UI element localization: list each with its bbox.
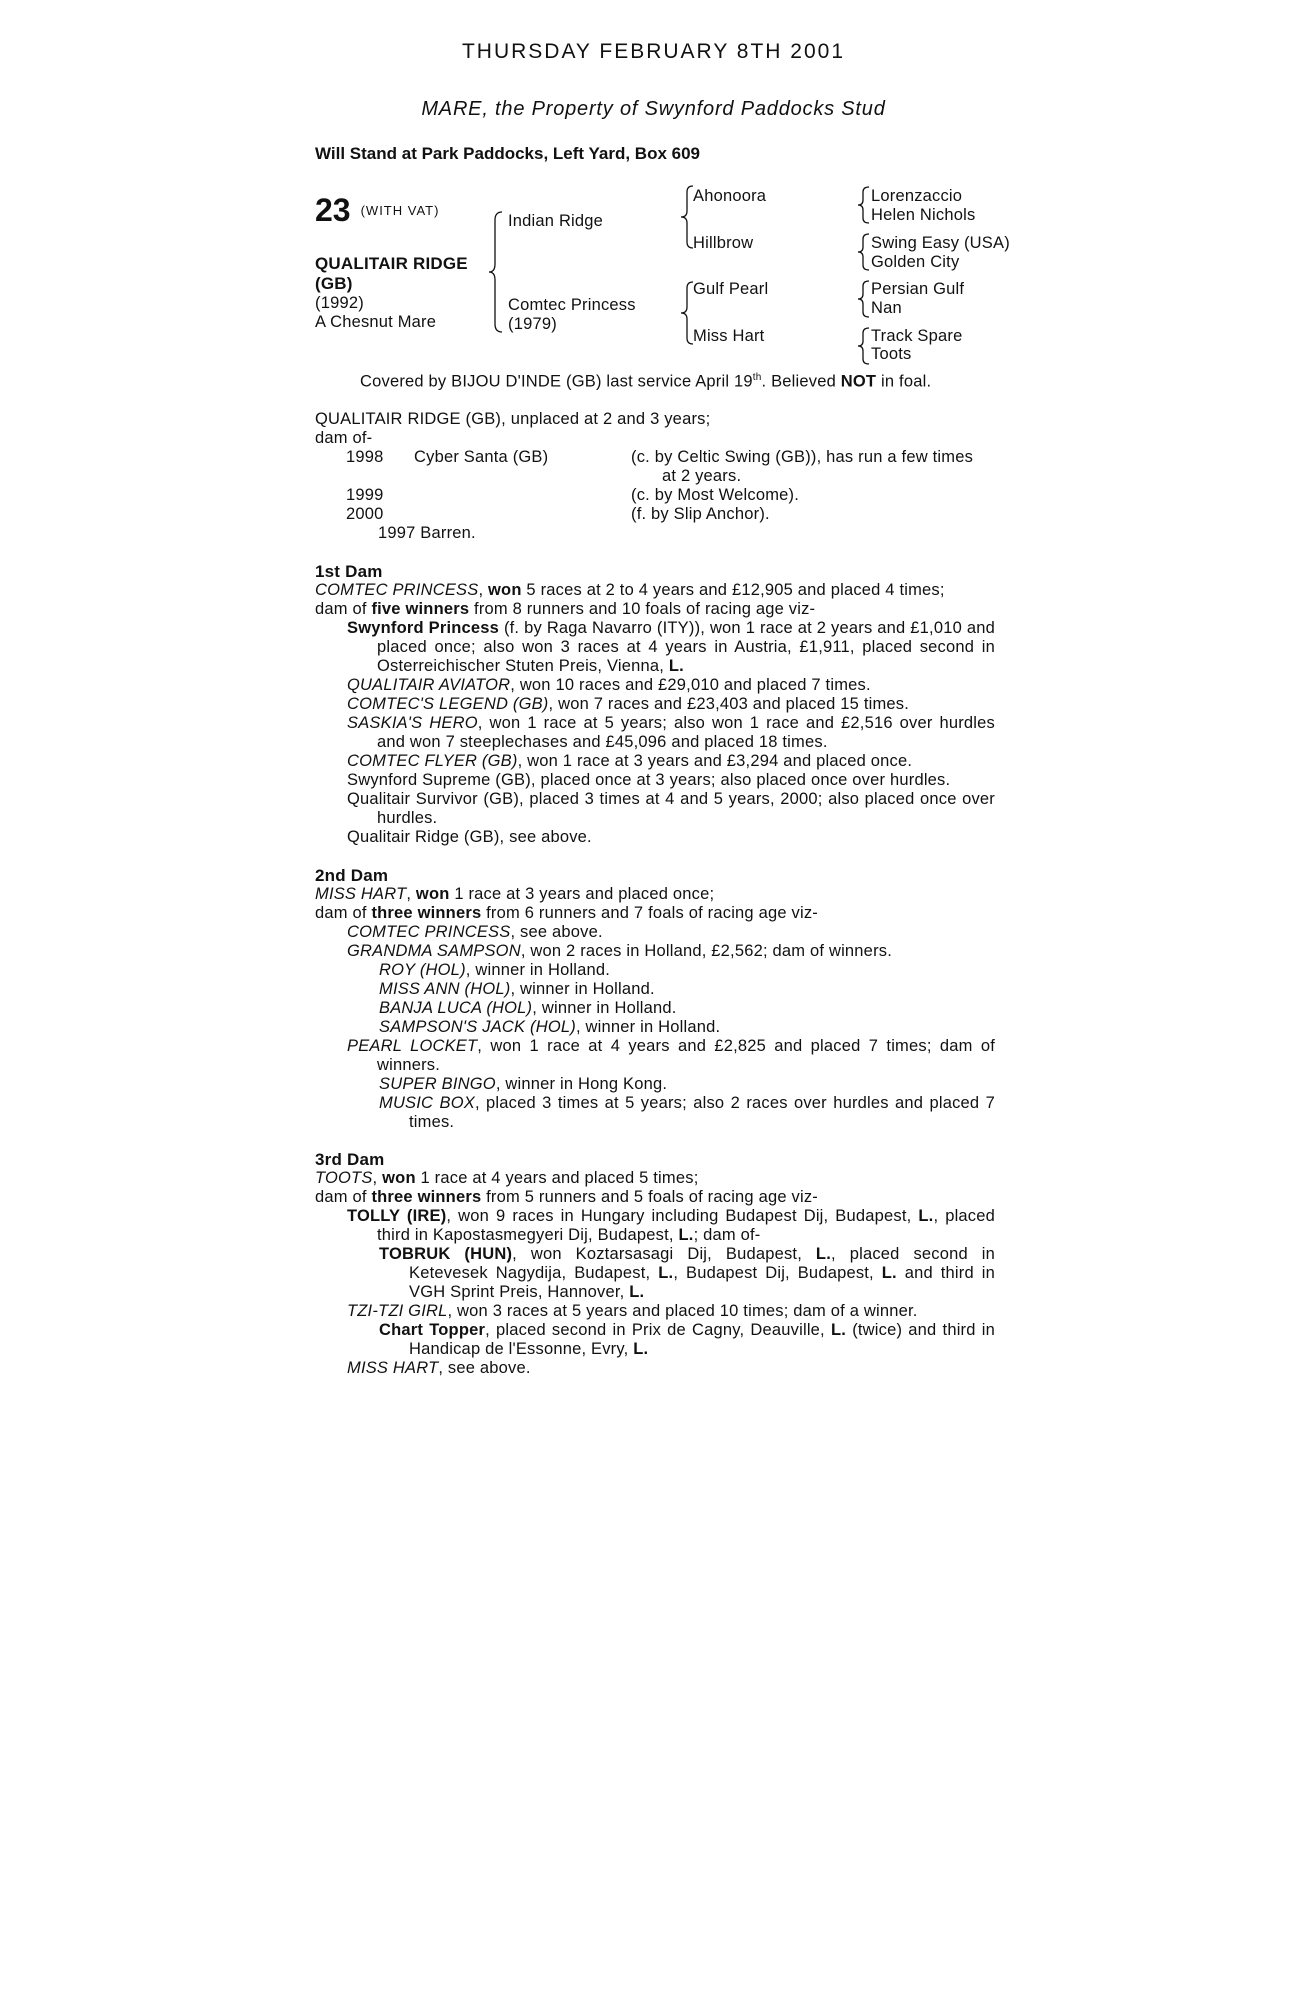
progeny-text: , placed third in Kapostasmegyeri Dij, Budapest, [377,1207,996,1244]
progeny-entry [315,619,995,676]
progeny-text: , winner in Holland. [465,961,611,979]
listed-mark: L. [830,1321,847,1339]
listed-mark: L. [815,1245,831,1263]
dam-of-post: from 6 runners and 7 foals of racing age viz- [486,904,818,922]
progeny-entry: Qualitair Survivor (GB), placed 3 times at 4 and 5 years, 2000; also placed once over hurdles. [347,790,995,827]
progeny-text: , won 1 race at 5 years; also won 1 race and £2,516 over hurdles and won 7 steeplechases and £45,096 and placed 18 times. [377,714,995,751]
pedigree-brace-g3-2 [857,233,871,271]
progeny-text: , won 10 races and £29,010 and placed 7 times. [510,676,871,694]
progeny-name: Chart Topper [379,1321,486,1339]
progeny-entry [315,1207,995,1245]
third-dam-dam-of [315,1188,995,1207]
produce-row [315,448,995,467]
listed-mark: L. [629,1283,645,1301]
progeny-name: MISS HART [347,1359,439,1377]
produce-note2: at 2 years. [662,467,742,485]
grand-progeny-entry [315,1075,995,1094]
progeny-name: SUPER BINGO [379,1075,496,1093]
first-dam-heading: 1st Dam [315,562,383,581]
produce-row-cont [315,467,995,486]
won-label: won [382,1169,416,1187]
progeny-entry [315,695,995,714]
progeny-name: TOBRUK (HUN) [379,1245,513,1263]
progeny-text: , won 3 races at 5 years and placed 10 times; dam of a winner. [447,1302,918,1320]
pedigree-g3-5: Persian Gulf [871,280,965,298]
pedigree-brace-g3-4 [857,327,871,365]
covering-text2: . Believed [761,372,836,391]
progeny-entry [315,942,995,961]
second-dam-record: MISS HART, won 1 race at 3 years and placed once; [315,885,715,903]
progeny-text: and third in VGH Sprint Preis, Hannover, [409,1264,995,1301]
covering-not: NOT [840,372,877,391]
progeny-text: , won 2 races in Holland, £2,562; dam of winners. [520,942,892,960]
won-label: won [488,581,522,599]
won-label: won [415,885,450,903]
progeny-text: , won 1 race at 4 years and £2,825 and placed 7 times; dam of winners. [377,1037,995,1074]
progeny-text: , won 9 races in Hungary including Budapest Dij, Budapest, [446,1207,912,1225]
covering-text: Covered by BIJOU D'INDE (GB) last service April 19 [360,372,753,391]
progeny-entry [315,1037,995,1075]
pedigree-g3-4: Golden City [871,253,960,271]
progeny-text: , won 1 race at 3 years and £3,294 and placed once. [517,752,913,770]
progeny-text: , won 7 races and £23,403 and placed 15 times. [548,695,910,713]
stand-location: Will Stand at Park Paddocks, Left Yard, Box 609 [315,144,700,163]
progeny-name: Swynford Princess [347,619,500,637]
listed-mark: L. [678,1226,694,1244]
grand-progeny-entry [315,961,995,980]
dam-of-pre: dam of [315,600,367,618]
pedigree-sire: Indian Ridge [508,212,604,230]
progeny-name: MISS ANN (HOL) [379,980,511,998]
progeny-text: , winner in Holland. [532,999,677,1017]
horse-description: A Chesnut Mare [315,313,437,331]
first-dam-section [315,562,995,847]
first-dam-record-text: 5 races at 2 to 4 years and £12,905 and placed 4 times; [526,581,945,599]
third-dam-record: TOOTS, won 1 race at 4 years and placed 5 times; [315,1169,699,1187]
progeny-text: , placed 3 times at 5 years; also 2 races over hurdles and placed 7 times. [409,1094,995,1131]
progeny-name: ROY (HOL) [379,961,466,979]
produce-barren-text: 1997 Barren. [378,524,476,542]
third-dam-heading: 3rd Dam [315,1150,385,1169]
progeny-text: , winner in Holland. [510,980,655,998]
sale-date: THURSDAY FEBRUARY 8TH 2001 [461,40,846,63]
pedigree-g3-1: Lorenzaccio [871,187,963,205]
dam-of-pre: dam of [315,904,367,922]
lot-number: 23 [315,192,351,228]
progeny-text: , placed second in Prix de Cagny, Deauville, [485,1321,825,1339]
produce-year: 1998 [346,448,384,466]
progeny-name: SAMPSON'S JACK (HOL) [379,1018,576,1036]
progeny-text: , Budapest Dij, Budapest, [673,1264,874,1282]
listed-mark: L. [881,1264,897,1282]
listed-mark: L. [633,1340,649,1358]
progeny-text: (twice) and third in Handicap de l'Essonne, Evry, [409,1321,995,1358]
produce-barren [315,524,995,543]
first-dam-record: COMTEC PRINCESS, won 5 races at 2 to 4 years and £12,905 and placed 4 times; [315,581,945,599]
produce-name: Cyber Santa (GB) [414,448,549,466]
grand-progeny-entry [315,980,995,999]
produce-row [315,486,995,505]
second-dam-record-text: 1 race at 3 years and placed once; [454,885,715,903]
covering-sup: th [752,372,762,383]
vat-note: (WITH VAT) [360,203,440,218]
progeny-name: QUALITAIR AVIATOR [347,676,511,694]
pedigree-g3-7: Track Spare [871,327,963,345]
dam-of-pre: dam of [315,1188,367,1206]
pedigree-g3-2: Helen Nichols [871,206,976,224]
dam-of-winners: three winners [371,904,482,922]
listed-mark: L. [918,1207,934,1225]
progeny-name: BANJA LUCA (HOL) [379,999,533,1017]
progeny-text: , won Koztarsasagi Dij, Budapest, [512,1245,802,1263]
pedigree-g3-6: Nan [871,299,902,317]
covering-note [360,372,931,392]
third-dam-name: TOOTS [315,1169,373,1187]
horse-year: (1992) [315,294,364,312]
pedigree-g3-3: Swing Easy (USA) [871,234,1010,252]
produce-note: (c. by Celtic Swing (GB)), has run a few times [631,448,974,466]
progeny-entry [315,923,995,942]
grand-progeny-entry [315,1094,995,1132]
pedigree-g2-3: Gulf Pearl [693,280,769,298]
produce-row [315,505,995,524]
progeny-entry: Swynford Supreme (GB), placed once at 3 years; also placed once over hurdles. [347,771,951,789]
second-dam-dam-of [315,904,995,923]
progeny-name: TZI-TZI GIRL [347,1302,448,1320]
pedigree-dam-year: (1979) [508,315,557,333]
progeny-name: TOLLY (IRE) [347,1207,447,1225]
pedigree-brace-g3-3 [857,280,871,318]
grand-progeny-entry [315,999,995,1018]
vendor-line: MARE, the Property of Swynford Paddocks Stud [421,98,886,120]
pedigree-dam: Comtec Princess [508,296,636,314]
progeny-entry [315,752,995,771]
produce-dam-of: dam of- [315,429,373,447]
progeny-name: GRANDMA SAMPSON [347,942,521,960]
dam-of-winners: three winners [371,1188,482,1206]
progeny-entry [315,676,995,695]
pedigree-brace-main [488,210,506,334]
dam-of-winners: five winners [371,600,470,618]
progeny-entry: Qualitair Ridge (GB), see above. [347,828,592,846]
produce-year: 2000 [346,505,384,523]
progeny-text: ; dam of- [693,1226,761,1244]
third-dam-record-text: 1 race at 4 years and placed 5 times; [420,1169,699,1187]
horse-name: QUALITAIR RIDGE (GB) [315,254,468,293]
second-dam-section [315,866,995,1132]
progeny-name: COMTEC FLYER (GB) [347,752,518,770]
progeny-entry [315,1302,995,1321]
progeny-text: , see above. [438,1359,531,1377]
progeny-name: MUSIC BOX [379,1094,475,1112]
progeny-name: COMTEC'S LEGEND (GB) [347,695,549,713]
pedigree-g2-2: Hillbrow [693,234,754,252]
progeny-entry [315,714,995,752]
progeny-name: PEARL LOCKET [347,1037,478,1055]
produce-note: (f. by Slip Anchor). [631,505,770,523]
pedigree-g2-1: Ahonoora [693,187,767,205]
produce-note: (c. by Most Welcome). [631,486,800,504]
produce-intro: QUALITAIR RIDGE (GB), unplaced at 2 and 3 years; [315,410,711,428]
horse-identity [315,254,490,332]
listed-mark: L. [668,657,684,675]
grand-progeny-entry [315,1245,995,1302]
produce-record [315,410,995,543]
first-dam-name: COMTEC PRINCESS [315,581,479,599]
pedigree-g3-8: Toots [871,345,912,363]
grand-progeny-entry [315,1018,995,1037]
progeny-entry [315,1359,995,1378]
produce-year: 1999 [346,486,384,504]
lot-number-block [315,192,439,229]
second-dam-heading: 2nd Dam [315,866,389,885]
progeny-name: SASKIA'S HERO [347,714,478,732]
dam-of-post: from 8 runners and 10 foals of racing age viz- [474,600,816,618]
progeny-text: , placed second in Ketevesek Nagydija, Budapest, [409,1245,996,1282]
second-dam-name: MISS HART [315,885,407,903]
pedigree-g2-4: Miss Hart [693,327,765,345]
progeny-text: (f. by Raga Navarro (ITY)), won 1 race at 2 years and £1,010 and placed once; also won 3 races at 4 years in Austria, £1,911, placed second in Osterreichischer Stuten Preis, Vienna, [377,619,995,675]
progeny-text: , winner in Holland. [575,1018,721,1036]
progeny-text: , winner in Hong Kong. [495,1075,668,1093]
covering-text3: in foal. [881,372,932,391]
progeny-text: , see above. [510,923,603,941]
pedigree-brace-g3-1 [857,186,871,224]
third-dam-section [315,1150,995,1378]
grand-progeny-entry [315,1321,995,1359]
listed-mark: L. [658,1264,674,1282]
progeny-name: COMTEC PRINCESS [347,923,511,941]
first-dam-dam-of [315,600,995,619]
dam-of-post: from 5 runners and 5 foals of racing age viz- [486,1188,818,1206]
